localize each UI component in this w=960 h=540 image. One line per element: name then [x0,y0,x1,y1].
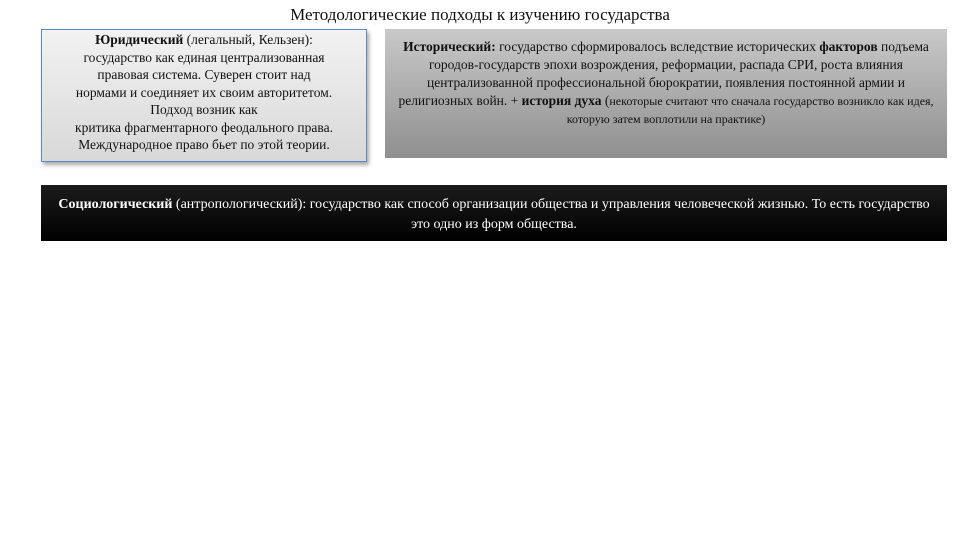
sociological-text: (антропологический): государство как способ организации общества и управления человеческой жизнью. То есть государство это одно из форм общества. [172,197,930,232]
legal-approach-box [41,29,367,162]
historical-approach-box [385,29,947,158]
sociological-approach-box [41,185,947,241]
legal-line-7: Международное право бьет по этой теории. [78,137,330,152]
legal-term: Юридический [95,32,184,47]
legal-line-4: нормами и соединяет их своим авторитетом. [75,84,333,100]
sociological-term: Социологический [58,197,173,212]
historical-term-factors: факторов [819,39,878,54]
historical-term: Исторический: [403,39,496,54]
historical-term-spirit: история духа [521,93,602,108]
slide-title: Методологические подходы к изучению государства [290,5,670,24]
legal-line-5: Подход возник как [150,102,258,117]
legal-line-1 [46,31,362,49]
legal-line-6: критика фрагментарного феодального права. [75,119,333,135]
historical-text-3: ( [601,93,610,108]
legal-line-2: государство как единая централизованная [83,49,325,65]
historical-note: некоторые считают что сначала государство возникло как идея, которую затем воплотили на практике) [566,94,934,126]
legal-line-3: правовая система. Суверен стоит над [97,67,311,82]
historical-text-1: государство сформировалось вследствие исторических [495,39,816,54]
historical-text-2: подъема городов-государств эпохи возрождения, реформации, распада СРИ, роста влияния централизованной профессиональной бюрократии, появления постоянной армии и религиозных войн. + [398,39,929,108]
legal-line-1-rest: (легальный, Кельзен): [183,32,313,47]
